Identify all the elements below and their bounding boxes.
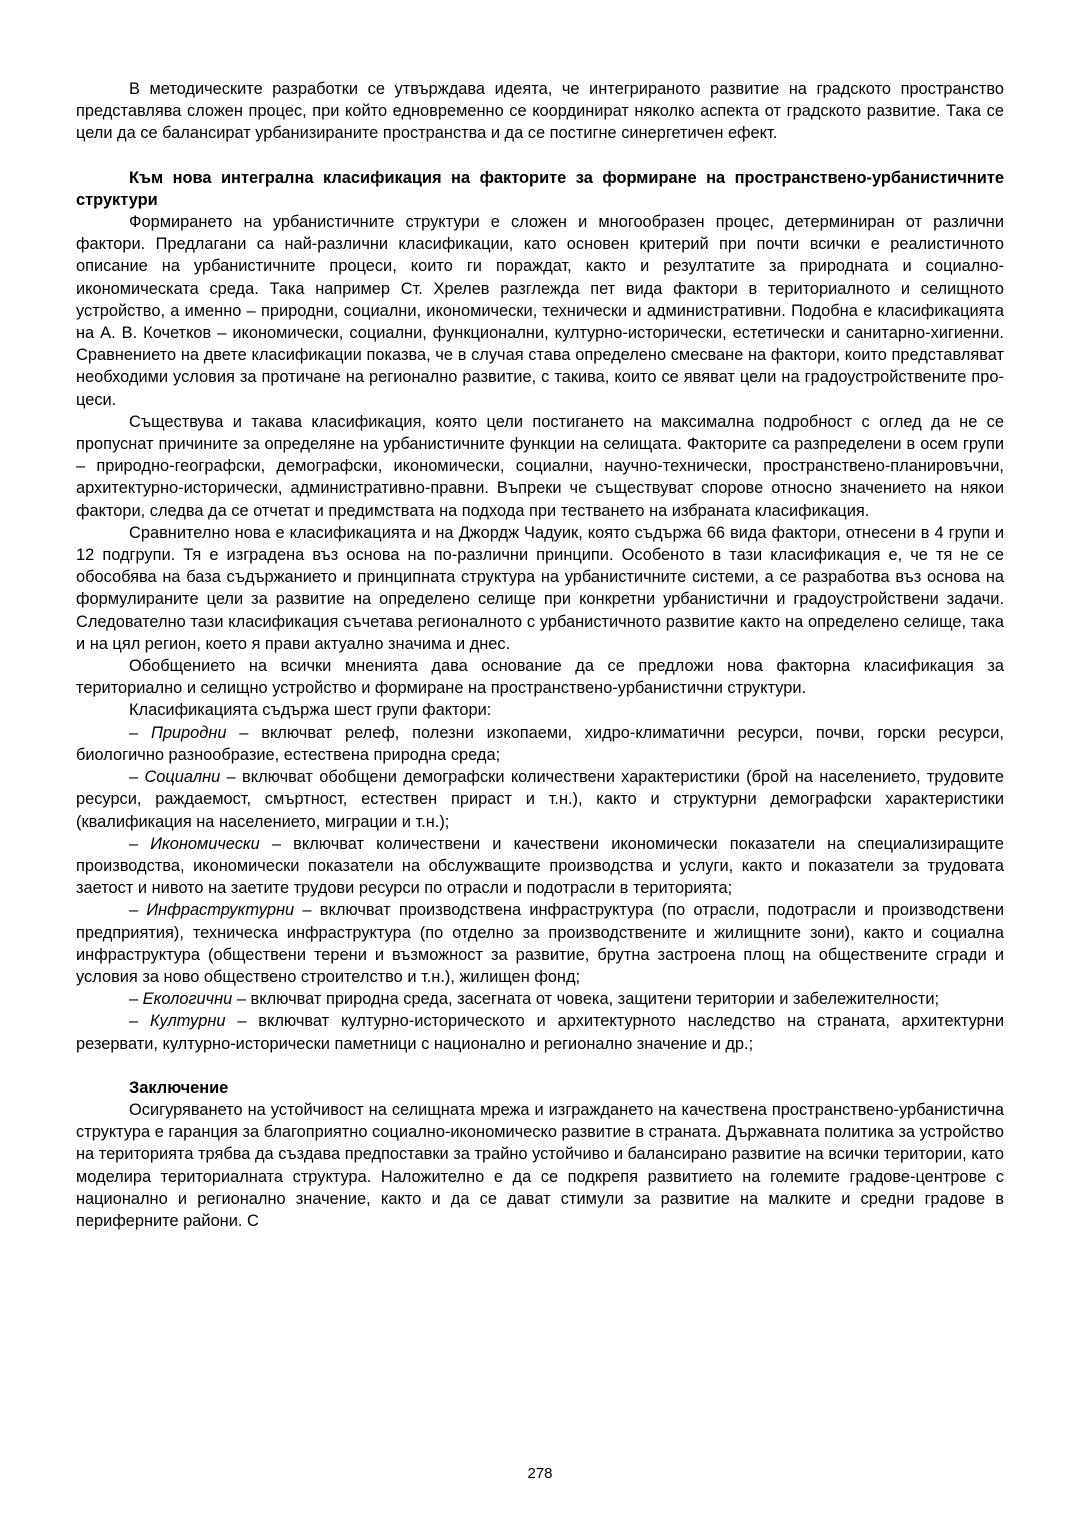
factor-item-economic — [76, 833, 1004, 900]
section-gap — [76, 145, 1004, 167]
factor-text: – включват природна среда, засегната от човека, защитени територии и забележителности; — [232, 990, 940, 1009]
factor-text: – включват количествени и качествени икономически показатели на специализиращите производства, икономически показатели на обслужващите производства и услуги, както и показатели за трудовата заетост и нивото на заетите трудови ресурси по отрасли и подотрасли в територията; — [76, 834, 1004, 898]
page-number: 278 — [527, 1465, 553, 1482]
paragraph-conclusion: Осигуряването на устойчивост на селищната мрежа и изграждането на качествена пространствено-урбанистична структура е гаранция за благоприятно социално-икономическо развитие в страната. Държавната политика за устройство на територията трябва да създава предпоставки за трайно устойчиво и балансирано развитие на всички територии, като моделира териториалната структура. Наложително е да се подкрепя развитието на големите градове-центрове с национално и регионално значение, както и да се дават стимули за развитие на малките и средни градове в периферните райони. С — [76, 1100, 1004, 1230]
factor-name: Социални — [144, 768, 221, 787]
factor-text: – включват културно-историческото и архитектурното наследство на страната, архитектурни резервати, културно-исторически паметници с национално и регионално значение и др.; — [76, 1012, 1004, 1053]
factor-item-social — [76, 766, 1004, 833]
factor-name: Екологични — [142, 990, 233, 1009]
section-heading-conclusion: Заключение — [129, 1078, 229, 1097]
factor-dash: – — [129, 1012, 150, 1031]
paragraph-chadwick: Сравнително нова е класификацията и на Джордж Чадуик, която съдържа 66 вида фактори, отнесени в 4 групи и 12 подгрупи. Тя е изградена въз основа на по-различни принципи. Особеното в тази класификация е, че тя не се обособява на база съдържанието и принципната структура на урбанистичните системи, а се разработва въз основа на формулираните цели за развитие на определено селище при конкретни урбанистични и градоустройствени задачи. Следователно тази класификация съчетава регионалното с урбанистичното развитие както на определено селище, така и на цял регион, което я прави актуално значима и днес. — [76, 523, 1004, 653]
intro-paragraph: В методическите разработки се утвърждава идеята, че интегрираното развитие на градското пространство представлява сложен процес, при който едновременно се координират няколко аспекта от градското развитие. Така се цели да се балансират урбанизираните пространства и да се постигне синергетичен ефект. — [76, 80, 1004, 143]
factor-item-natural — [76, 722, 1004, 766]
paragraph-detailed-classification: Съществува и такава класификация, която цели постигането на максимална подробност с оглед да не се пропуснат причините за определяне на урбанистичните функции на селищата. Факторите са разпределени в осем групи – природно-географски, демографски, икономически, социални, научно-технически, пространствено-планировъчни, архитектурно-исторически, административно-правни. Въпреки че съществуват спорове относно значението на някои фактори, следва да се отчетат и предимствата на подхода при тестването на избраната класификация. — [76, 412, 1004, 520]
paragraph-formation: Формирането на урбанистичните структури е сложен и многообразен процес, детерминиран от различни фактори. Предлагани са най-различни класификации, като основен критерий при почти всички е реалистичното описание на урбанистичните процеси, които ги пораждат, както и резултатите за природната и социално-икономическата среда. Така например Ст. Хрелев разглежда пет вида фактори в териториалното и селищното устройство, а именно – природни, социални, икономически, технически и административни. Подобна е класификацията на А. В. Кочетков – икономически, социални, функционални, културно-исторически, естетически и санитарно-хигиенни. Сравнението на двете класификации показва, че в случая става определено смесване на фактори, които представляват необходими условия за протичане на регионално развитие, с такива, които се явяват цели на градоустройствените процеси. — [76, 213, 1004, 409]
factor-name: Икономически — [150, 834, 260, 853]
factor-name: Инфраструктурни — [146, 901, 295, 920]
factor-dash: – — [129, 768, 145, 787]
factor-name: Културни — [149, 1012, 226, 1031]
factor-text: – включват обобщени демографски количествени характеристики (брой на населението, трудовите ресурси, раждаемост, смъртност, естествен прираст и т.н.), както и структурни демографски характеристики (квалификация на населението, миграции и т.н.); — [76, 768, 1004, 831]
factor-dash: – — [129, 723, 151, 742]
factor-name: Природни — [150, 723, 227, 742]
factor-item-ecological — [76, 988, 1004, 1010]
factor-dash: – — [129, 901, 147, 920]
factor-text: – включват релеф, полезни изкопаеми, хидро-климатични ресурси, почви, горски ресурси, биологично разнообразие, естествена природна среда; — [76, 723, 1004, 764]
document-page — [76, 78, 1004, 1232]
paragraph-summary: Обобщението на всички мненията дава основание да се предложи нова факторна класификация за териториално и селищно устройство и формиране на пространствено-урбанистични структури. — [76, 657, 1004, 698]
factor-dash: – — [129, 990, 143, 1009]
paragraph-six-groups: Класификацията съдържа шест групи фактори: — [129, 701, 492, 720]
factor-item-infrastructure — [76, 899, 1004, 988]
section-gap — [76, 1055, 1004, 1077]
section-heading-classification: Към нова интегрална класификация на факторите за формиране на пространствено-урбанистичните структури — [76, 168, 1004, 209]
factor-item-cultural — [76, 1010, 1004, 1054]
factor-text: – включват производствена инфраструктура (по отрасли, подотрасли и производствени предприятия), техническа инфраструктура (по отделно за производствените и жилищните зони), както и социална инфраструктура (обществени терени и възможност за развитие, брутна застроена площ на обществените сгради и условия за ново обществено строителство и т.н.), жилищен фонд; — [76, 901, 1005, 986]
factor-dash: – — [129, 834, 151, 853]
